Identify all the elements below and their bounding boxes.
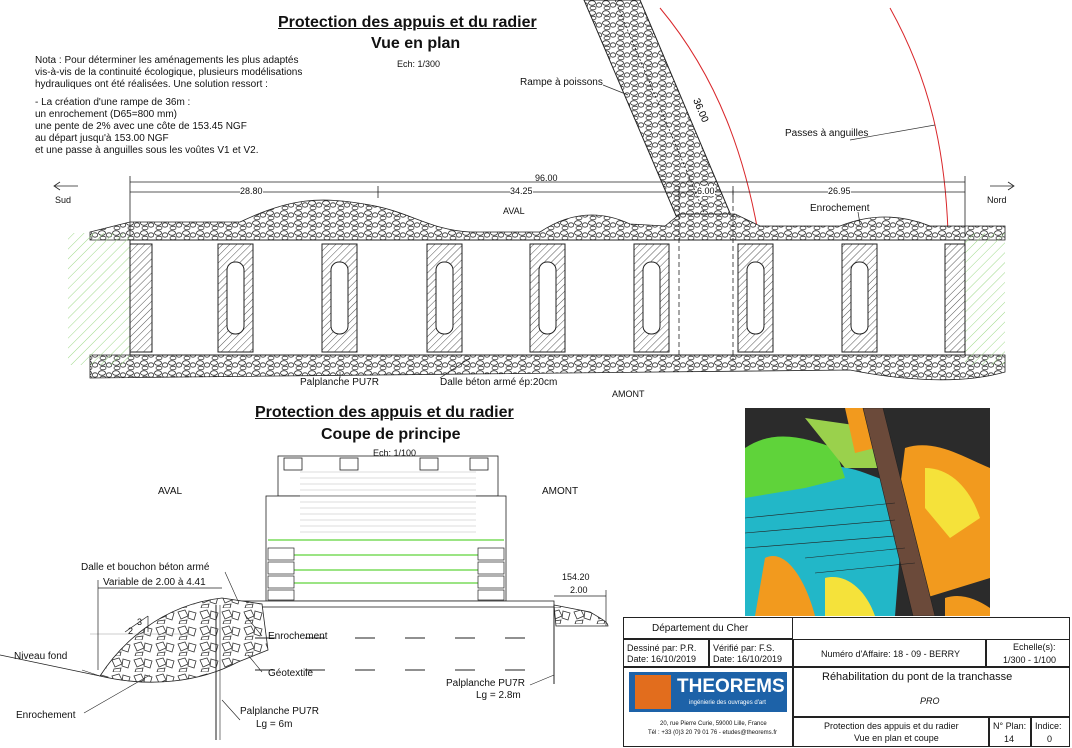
label-enrochement: Enrochement <box>810 203 870 214</box>
tb-verifie: Vérifié par: F.S. <box>713 643 775 653</box>
dim-4: 26.95 <box>828 186 851 196</box>
tb-contact: Tél : +33 (0)3 20 79 01 76 - etudes@theorems.fr <box>648 730 777 736</box>
tb-plan-label: N° Plan: <box>993 721 1027 731</box>
hydraulic-model-map <box>745 408 990 616</box>
right-riprap <box>554 605 608 626</box>
tb-plan-no: 14 <box>1004 734 1015 744</box>
nord-arrow-icon <box>990 182 1014 190</box>
note-line: - La création d'une rampe de 36m : <box>35 97 191 108</box>
tb-dessine-cell <box>623 639 709 667</box>
dim-1: 28.80 <box>240 186 263 196</box>
bank-south <box>68 233 130 365</box>
note-line: Nota : Pour déterminer les aménagements les plus adaptés <box>35 55 299 66</box>
label-width: 2.00 <box>570 585 588 595</box>
section-aval: AVAL <box>158 486 183 497</box>
tb-affaire-cell <box>793 639 986 667</box>
tb-verifie-cell <box>709 639 793 667</box>
ramp-length-label: 36.00 <box>690 96 711 125</box>
label-variable: Variable de 2.00 à 4.41 <box>103 577 206 588</box>
tb-echelle: 1/300 - 1/100 <box>1003 655 1057 665</box>
plan-note <box>35 55 302 157</box>
label-aval: AVAL <box>503 206 525 216</box>
label-dalle-bouchon: Dalle et bouchon béton armé <box>81 562 210 573</box>
note-line: hydrauliques ont été réalisées. Une solution ressort : <box>35 79 268 90</box>
plan-subtitle: Vue en plan <box>371 35 461 52</box>
slope-2: 2 <box>128 626 134 636</box>
plan-title: Protection des appuis et du radier <box>278 14 537 31</box>
tb-phase: PRO <box>920 696 940 706</box>
dim-3: 6.00 <box>697 186 715 196</box>
section-subtitle: Coupe de principe <box>321 426 461 443</box>
section-scale: Ech: 1/100 <box>373 448 417 458</box>
tb-date1: Date: 16/10/2019 <box>627 654 697 664</box>
label-dalle: Dalle béton armé ép:20cm <box>440 377 558 388</box>
note-line: et une passe à anguilles sous les voûtes V1 et V2. <box>35 145 259 156</box>
left-riprap <box>100 598 268 682</box>
logo-text: THEOREMS <box>677 676 785 697</box>
tb-indice: 0 <box>1047 734 1053 744</box>
logo-tagline: ingénierie des ouvrages d'art <box>689 700 766 706</box>
note-line: vis-à-vis de la continuité écologique, plusieurs modélisations <box>35 67 303 78</box>
dim-2: 34.25 <box>510 186 533 196</box>
note-line: au départ jusqu'à 153.00 NGF <box>35 133 169 144</box>
label-enrochement-right: Enrochement <box>268 631 328 642</box>
label-amont: AMONT <box>612 389 645 399</box>
tb-sheet-title-1: Protection des appuis et du radier <box>824 721 959 731</box>
label-lg-2: Lg = 2.8m <box>476 690 521 701</box>
tb-projet-cell <box>793 667 1070 717</box>
note-line: un enrochement (D65=800 mm) <box>35 109 178 120</box>
theorems-logo <box>629 672 787 712</box>
label-niveau-fond: Niveau fond <box>14 651 68 662</box>
tb-echelle-label: Echelle(s): <box>1013 642 1056 652</box>
tb-sheet-title-cell <box>793 717 989 747</box>
label-palplanche-2: Palplanche PU7R <box>446 678 525 689</box>
slab <box>232 601 554 607</box>
label-rampe: Rampe à poissons <box>520 77 603 88</box>
tb-indice-cell <box>1031 717 1070 747</box>
label-enrochement-left: Enrochement <box>16 710 76 721</box>
tb-date2: Date: 16/10/2019 <box>713 654 783 664</box>
label-palplanche-1: Palplanche PU7R <box>240 706 319 717</box>
label-lg-1: Lg = 6m <box>256 719 293 730</box>
label-palplanche: Palplanche PU7R <box>300 377 379 388</box>
tb-affaire: Numéro d'Affaire: 18 - 09 - BERRY <box>821 649 960 659</box>
label-elevation: 154.20 <box>562 572 590 582</box>
plan-scale: Ech: 1/300 <box>397 59 441 69</box>
tb-plan-cell <box>989 717 1031 747</box>
tb-sheet-title-2: Vue en plan et coupe <box>854 733 939 743</box>
tb-dessine: Dessiné par: P.R. <box>627 643 697 653</box>
label-passes: Passes à anguilles <box>785 128 869 139</box>
sud-arrow-icon <box>54 182 78 190</box>
dim-total: 96.00 <box>535 173 558 183</box>
tb-departement: Département du Cher <box>652 623 749 634</box>
logo-mark-icon <box>635 675 671 709</box>
tb-address: 20, rue Pierre Curie, 59000 Lille, France <box>660 721 767 727</box>
note-line: une pente de 2% avec une côte de 153.45 NGF <box>35 121 247 132</box>
tb-indice-label: Indice: <box>1035 721 1062 731</box>
bank-north <box>965 233 1005 365</box>
section-amont: AMONT <box>542 486 579 497</box>
tb-echelle-cell <box>986 639 1070 667</box>
tb-projet: Réhabilitation du pont de la tranchasse <box>822 671 1013 683</box>
tb-departement-cell <box>623 617 793 639</box>
label-nord: Nord <box>987 195 1007 205</box>
label-geotextile: Géotextile <box>268 668 314 679</box>
eel-pass-line-2 <box>890 8 948 232</box>
slope-3: 3 <box>137 617 143 627</box>
label-sud: Sud <box>55 195 72 205</box>
section-title: Protection des appuis et du radier <box>255 404 514 421</box>
